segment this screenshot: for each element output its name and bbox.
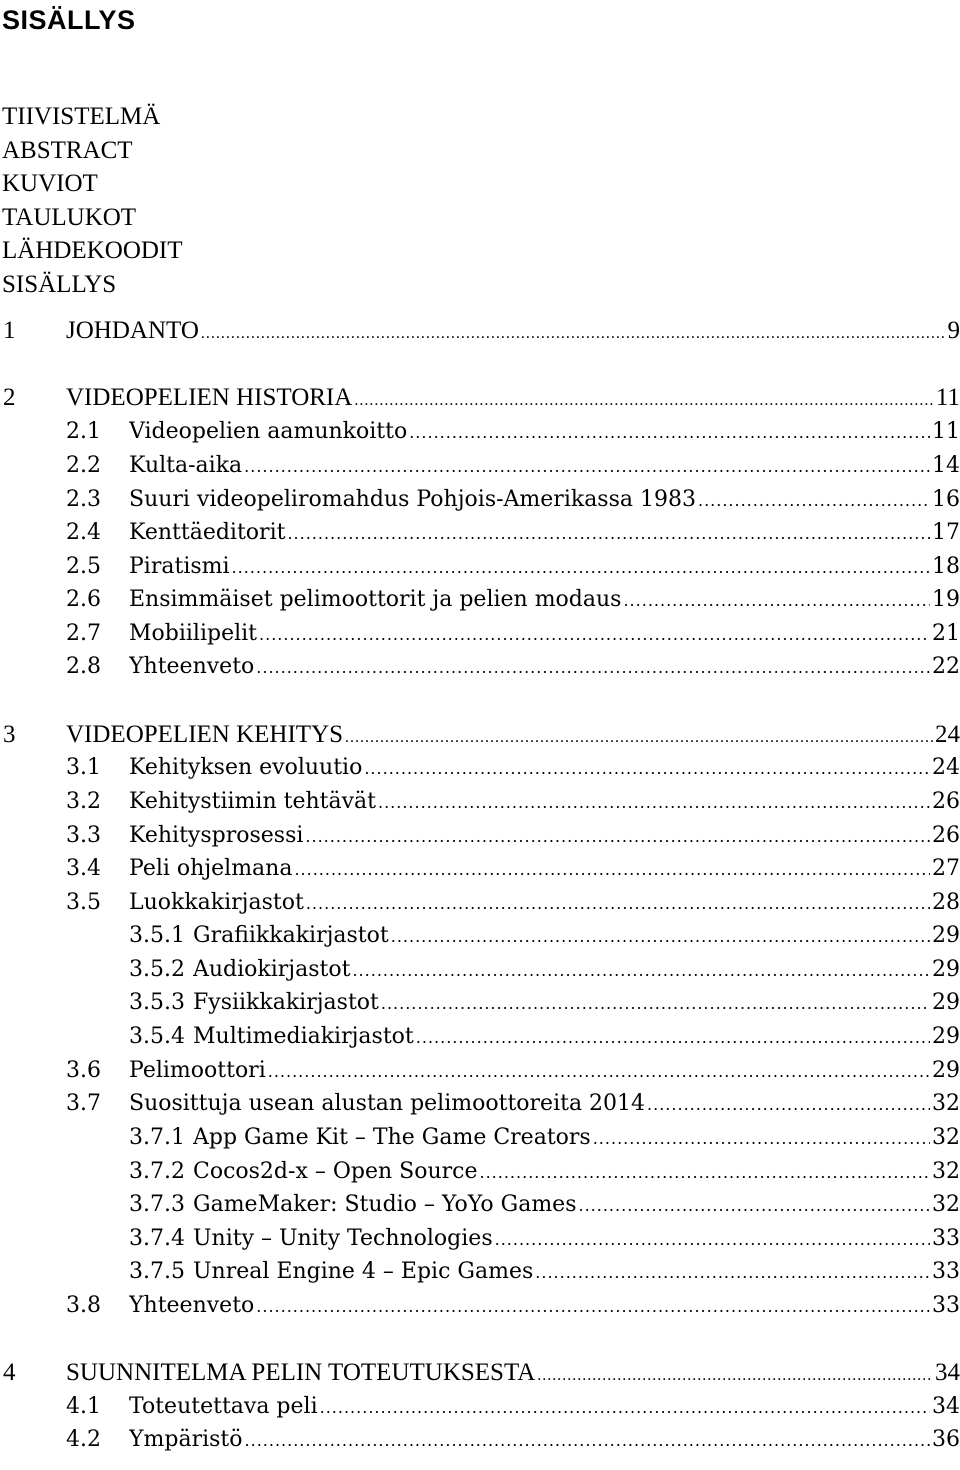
toc-entry-page: 22: [932, 654, 960, 679]
front-matter-item[interactable]: TAULUKOT: [2, 203, 137, 231]
toc-entry-title: Toteutettava peli: [129, 1394, 318, 1419]
dot-leader: [647, 1088, 930, 1122]
toc-entry-number: 3.4: [66, 856, 101, 881]
toc-entry-number: 3.7.5: [129, 1259, 185, 1284]
toc-entry-page: 11: [935, 384, 960, 411]
toc-entry-page: 24: [935, 721, 960, 748]
toc-entry-number: 2.4: [66, 520, 101, 545]
page-title: SISÄLLYS: [2, 5, 136, 35]
toc-entry-page: 34: [932, 1394, 960, 1419]
dot-leader: [623, 584, 930, 618]
toc-entry-title: Ensimmäiset pelimoottorit ja pelien modaus: [129, 587, 622, 612]
toc-entry-title: Unreal Engine 4 – Epic Games: [193, 1259, 534, 1284]
toc-entry-number: 3.1: [66, 755, 101, 780]
front-matter-item[interactable]: ABSTRACT: [2, 136, 133, 164]
toc-entry-title: Yhteenveto: [129, 1293, 255, 1318]
toc-entry-number: 2: [3, 384, 16, 411]
toc-entry-title: SUUNNITELMA PELIN TOTEUTUKSESTA: [66, 1359, 536, 1386]
toc-entry[interactable]: [0, 1121, 960, 1155]
toc-entry-title: GameMaker: Studio – YoYo Games: [193, 1192, 577, 1217]
dot-leader: [391, 920, 930, 954]
toc-entry[interactable]: [0, 1356, 960, 1390]
toc-entry-title: Kehitystiimin tehtävät: [129, 789, 376, 814]
toc-entry-page: 32: [932, 1192, 960, 1217]
toc-entry-number: 3.5: [66, 890, 101, 915]
dot-leader: [256, 651, 930, 685]
dot-leader: [495, 1223, 930, 1257]
toc-entry[interactable]: [0, 449, 960, 483]
toc-entry[interactable]: [0, 1289, 960, 1323]
dot-leader: [268, 1055, 930, 1089]
toc-entry-title: Kehityksen evoluutio: [129, 755, 363, 780]
dot-leader: [259, 618, 930, 652]
dot-leader: [354, 384, 934, 418]
toc-entry-number: 4.2: [66, 1427, 101, 1452]
toc-entry-title: Pelimoottori: [129, 1058, 266, 1083]
toc-entry-page: 36: [932, 1427, 960, 1452]
toc-entry-number: 3.5.2: [129, 957, 185, 982]
toc-entry[interactable]: [0, 919, 960, 953]
front-matter-item[interactable]: SISÄLLYS: [2, 270, 117, 298]
toc-entry-page: 32: [932, 1159, 960, 1184]
dot-leader: [593, 1122, 930, 1156]
toc-entry-title: Kenttäeditorit: [129, 520, 286, 545]
toc-entry[interactable]: [0, 819, 960, 853]
toc-entry-page: 27: [932, 856, 960, 881]
dot-leader: [256, 1290, 930, 1324]
toc-entry[interactable]: [0, 785, 960, 819]
dot-leader: [244, 450, 930, 484]
toc-entry-page: 29: [932, 923, 960, 948]
toc-entry-page: 29: [932, 990, 960, 1015]
toc-entry-page: 26: [932, 823, 960, 848]
toc-entry-number: 2.2: [66, 453, 101, 478]
dot-leader: [480, 1156, 931, 1190]
toc-entry-number: 1: [3, 317, 16, 344]
toc-entry-title: Videopelien aamunkoitto: [129, 419, 408, 444]
dot-leader: [381, 987, 930, 1021]
toc-entry-page: 19: [932, 587, 960, 612]
toc-entry-title: Luokkakirjastot: [129, 890, 304, 915]
toc-entry-number: 3.7: [66, 1091, 101, 1116]
toc-entry-title: Cocos2d-x – Open Source: [193, 1159, 478, 1184]
toc-entry-page: 33: [932, 1226, 960, 1251]
toc-entry-page: 17: [932, 520, 960, 545]
toc-entry-title: Ympäristö: [129, 1427, 243, 1452]
toc-entry-number: 3.6: [66, 1058, 101, 1083]
toc-entry-title: Peli ohjelmana: [129, 856, 293, 881]
toc-entry[interactable]: [0, 516, 960, 550]
toc-entry-page: 34: [935, 1359, 960, 1386]
front-matter-item[interactable]: KUVIOT: [2, 170, 98, 198]
toc-entry-number: 2.7: [66, 621, 101, 646]
toc-entry-title: VIDEOPELIEN HISTORIA: [66, 384, 353, 411]
toc-entry-title: Kulta-aika: [129, 453, 243, 478]
toc-entry-title: Yhteenveto: [129, 654, 255, 679]
dot-leader: [320, 1391, 930, 1425]
toc-entry-page: 9: [947, 317, 960, 344]
toc-entry-number: 2.8: [66, 654, 101, 679]
toc-entry[interactable]: [0, 1054, 960, 1088]
toc-entry[interactable]: [0, 1155, 960, 1189]
dot-leader: [409, 416, 930, 450]
toc-entry[interactable]: [0, 751, 960, 785]
toc-entry-number: 4.1: [66, 1394, 101, 1419]
toc-entry-title: Suuri videopeliromahdus Pohjois-Amerikassa 1983: [129, 487, 696, 512]
dot-leader: [294, 853, 930, 887]
toc-entry-title: App Game Kit – The Game Creators: [193, 1125, 591, 1150]
front-matter-item[interactable]: TIIVISTELMÄ: [2, 103, 161, 130]
dot-leader: [287, 517, 930, 551]
toc-entry-page: 24: [932, 755, 960, 780]
toc-entry-number: 2.6: [66, 587, 101, 612]
toc-entry-title: Mobiilipelit: [129, 621, 258, 646]
toc-entry-number: 3.7.1: [129, 1125, 185, 1150]
toc-entry[interactable]: [0, 1390, 960, 1424]
dot-leader: [364, 752, 930, 786]
toc-entry-page: 33: [932, 1293, 960, 1318]
toc-entry[interactable]: [0, 1255, 960, 1289]
toc-entry-page: 14: [932, 453, 960, 478]
toc-entry[interactable]: [0, 718, 960, 752]
toc-entry-title: Fysiikkakirjastot: [193, 990, 379, 1015]
toc-entry-page: 29: [932, 1024, 960, 1049]
toc-entry-page: 18: [932, 554, 960, 579]
toc-entry[interactable]: [0, 650, 960, 684]
dot-leader: [416, 1021, 930, 1055]
toc-entry-number: 3.7.4: [129, 1226, 185, 1251]
toc-entry-number: 4: [3, 1359, 16, 1386]
toc-entry-number: 3.7.2: [129, 1159, 185, 1184]
toc-entry-page: 11: [932, 419, 960, 444]
toc-entry-title: Kehitysprosessi: [129, 823, 304, 848]
toc-entry[interactable]: [0, 415, 960, 449]
toc-entry-page: 29: [932, 1058, 960, 1083]
dot-leader: [579, 1189, 931, 1223]
toc-entry-page: 28: [932, 890, 960, 915]
toc-entry-page: 29: [932, 957, 960, 982]
toc-entry-number: 2.3: [66, 487, 101, 512]
toc-entry[interactable]: [0, 617, 960, 651]
dot-leader: [245, 1424, 930, 1458]
toc-entry-title: Piratismi: [129, 554, 230, 579]
toc-entry-page: 16: [932, 487, 960, 512]
toc-entry[interactable]: [0, 852, 960, 886]
dot-leader: [345, 721, 933, 755]
toc-entry[interactable]: [0, 953, 960, 987]
toc-entry-title: JOHDANTO: [66, 317, 199, 344]
toc-entry-page: 26: [932, 789, 960, 814]
dot-leader: [306, 887, 930, 921]
toc-entry[interactable]: [0, 314, 960, 348]
dot-leader: [537, 1359, 933, 1393]
dot-leader: [201, 317, 946, 351]
toc-entry[interactable]: [0, 583, 960, 617]
toc-entry-number: 3.2: [66, 789, 101, 814]
toc-entry-number: 3.5.3: [129, 990, 185, 1015]
toc-entry[interactable]: [0, 986, 960, 1020]
toc-entry[interactable]: [0, 1188, 960, 1222]
toc-entry-number: 2.1: [66, 419, 101, 444]
front-matter-item[interactable]: LÄHDEKOODIT: [2, 237, 183, 265]
dot-leader: [305, 820, 930, 854]
dot-leader: [698, 484, 930, 518]
toc-entry[interactable]: [0, 550, 960, 584]
dot-leader: [378, 786, 930, 820]
dot-leader: [352, 954, 930, 988]
toc-entry-page: 32: [932, 1125, 960, 1150]
toc-entry-number: 3.7.3: [129, 1192, 185, 1217]
toc-entry[interactable]: [0, 1423, 960, 1457]
toc-entry-title: Grafiikkakirjastot: [193, 923, 389, 948]
toc-entry[interactable]: [0, 1020, 960, 1054]
toc-entry[interactable]: [0, 483, 960, 517]
toc-entry[interactable]: [0, 381, 960, 415]
toc-entry-title: Suosittuja usean alustan pelimoottoreita 2014: [129, 1091, 646, 1116]
toc-entry-title: Audiokirjastot: [193, 957, 351, 982]
toc-entry-number: 3.3: [66, 823, 101, 848]
toc-entry-number: 3: [3, 721, 16, 748]
toc-entry[interactable]: [0, 1087, 960, 1121]
toc-entry-number: 3.5.4: [129, 1024, 185, 1049]
toc-entry-number: 3.5.1: [129, 923, 185, 948]
toc-entry-number: 2.5: [66, 554, 101, 579]
toc-entry-title: Unity – Unity Technologies: [193, 1226, 493, 1251]
dot-leader: [232, 551, 930, 585]
toc-entry[interactable]: [0, 886, 960, 920]
toc-entry-page: 33: [932, 1259, 960, 1284]
toc-entry[interactable]: [0, 1222, 960, 1256]
toc-entry-number: 3.8: [66, 1293, 101, 1318]
toc-entry-title: Multimediakirjastot: [193, 1024, 414, 1049]
toc-entry-page: 32: [932, 1091, 960, 1116]
toc-entry-page: 21: [932, 621, 960, 646]
toc-entry-title: VIDEOPELIEN KEHITYS: [66, 721, 344, 748]
dot-leader: [535, 1256, 930, 1290]
